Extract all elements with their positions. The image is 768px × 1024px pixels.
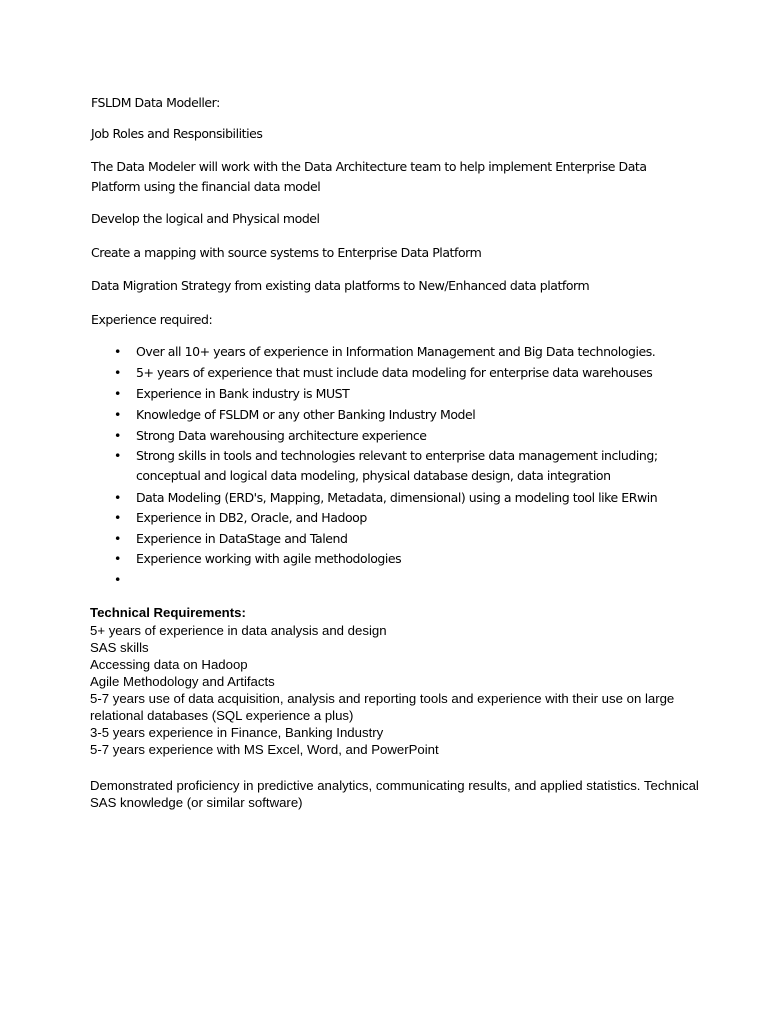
closing-line-2: SAS knowledge (or similar software) [90,795,303,810]
closing-line-1: Demonstrated proficiency in predictive analytics, communicating results, and applied statistics. Technical [90,778,699,793]
list-item-text: Experience in DataStage and Talend [136,531,348,546]
tech-requirement-line: SAS skills [90,640,149,655]
list-item-text: Data Modeling (ERD's, Mapping, Metadata, dimensional) using a modeling tool like ERwin [136,490,658,505]
list-item-text: Experience working with agile methodologies [136,551,402,566]
tech-requirement-line: relational databases (SQL experience a plus) [90,708,354,723]
list-item-text: Knowledge of FSLDM or any other Banking Industry Model [136,407,476,422]
bullet-icon: • [114,551,121,566]
list-item [91,570,658,590]
tech-requirement-line: 5+ years of experience in data analysis and design [90,623,387,638]
bullet-icon: • [114,448,121,463]
list-item [91,363,658,384]
bullet-icon: • [114,510,121,525]
document-title: FSLDM Data Modeller: [91,95,220,110]
list-item [91,426,658,446]
list-item-text: Over all 10+ years of experience in Information Management and Big Data technologies. [136,344,656,359]
list-item [91,384,658,405]
list-item-text-continued: conceptual and logical data modeling, physical database design, data integration [136,468,611,483]
tech-requirements-heading: Technical Requirements: [90,605,246,620]
roles-heading: Job Roles and Responsibilities [91,126,263,141]
bullet-icon: • [114,344,121,359]
list-item [91,529,658,549]
experience-list [91,342,658,590]
closing-paragraph [90,777,699,811]
list-item-text: 5+ years of experience that must include data modeling for enterprise data warehouses [136,365,653,380]
bullet-icon: • [114,407,121,422]
duty-develop-model: Develop the logical and Physical model [91,211,320,226]
tech-requirement-line: 3-5 years experience in Finance, Banking Industry [90,725,384,740]
tech-requirement-line: 5-7 years use of data acquisition, analysis and reporting tools and experience with their use on large [90,691,675,706]
tech-requirement-line: 5-7 years experience with MS Excel, Word, and PowerPoint [90,742,439,757]
bullet-icon: • [114,386,121,401]
list-item [91,488,658,508]
list-item-text: Strong Data warehousing architecture experience [136,428,427,443]
intro-line-1: The Data Modeler will work with the Data Architecture team to help implement Enterprise Data [91,159,647,174]
list-item-text: Strong skills in tools and technologies relevant to enterprise data management including; [136,448,658,463]
list-item [91,549,658,570]
tech-requirement-line: Accessing data on Hadoop [90,657,248,672]
list-item-text: Experience in Bank industry is MUST [136,386,350,401]
duty-create-mapping: Create a mapping with source systems to Enterprise Data Platform [91,245,482,260]
list-item [91,508,658,529]
bullet-icon: • [114,531,121,546]
intro-line-2: Platform using the financial data model [91,179,321,194]
bullet-icon: • [114,428,121,443]
bullet-icon: • [114,365,121,380]
bullet-icon: • [114,490,121,505]
duty-migration-strategy: Data Migration Strategy from existing data platforms to New/Enhanced data platform [91,278,590,293]
list-item-text: Experience in DB2, Oracle, and Hadoop [136,510,367,525]
bullet-icon: • [114,572,121,587]
tech-requirement-line: Agile Methodology and Artifacts [90,674,275,689]
list-item [91,342,658,363]
experience-heading: Experience required: [91,312,213,327]
list-item [91,405,658,426]
tech-requirements-list [90,622,674,758]
list-item [91,446,658,488]
